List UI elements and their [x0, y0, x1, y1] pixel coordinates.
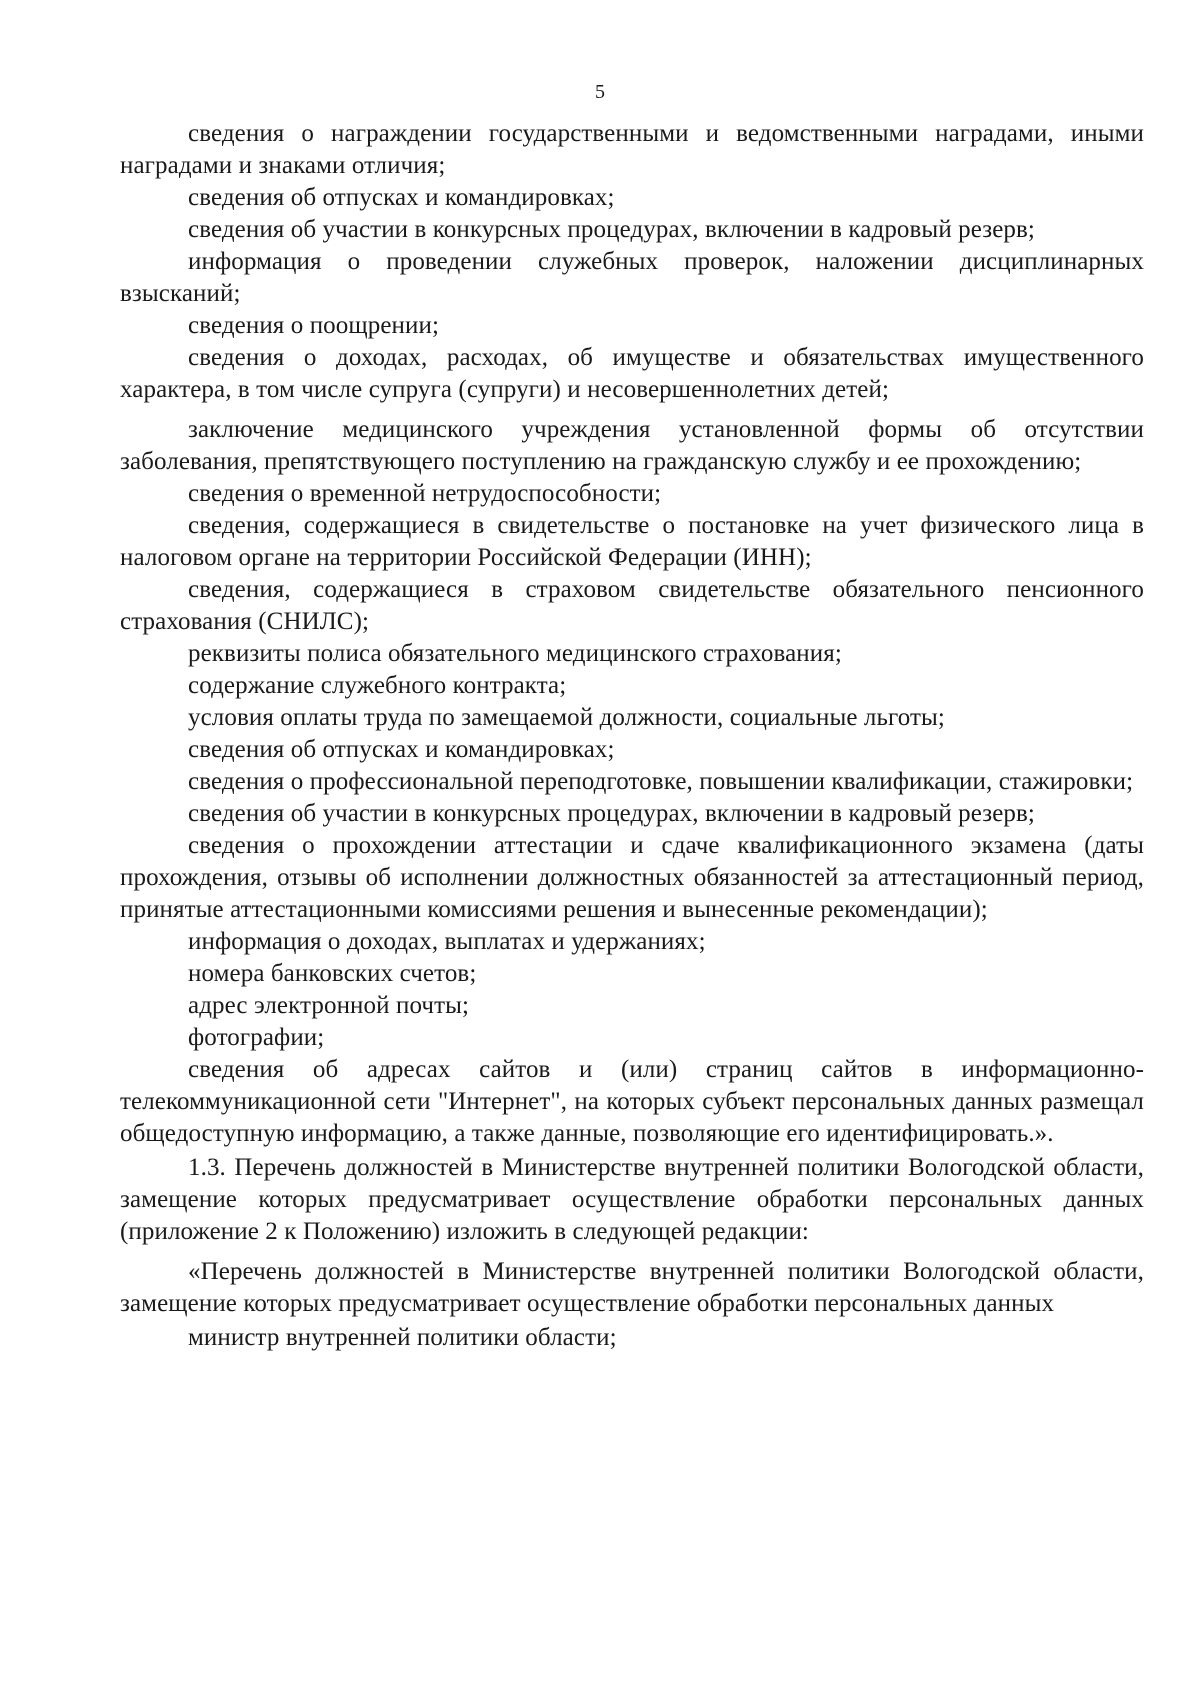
- page-number: 5: [595, 81, 605, 103]
- paragraph-list-heading: «Перечень должностей в Министерстве внутренней политики Вологодской области, замещение которых предусматривает осуществление обработки персональных данных: [120, 1258, 1144, 1317]
- paragraph-contract: содержание служебного контракта;: [188, 672, 567, 699]
- paragraph-awards: сведения о награждении государственными и ведомственными наградами, иными наградами и знаками отличия;: [120, 120, 1144, 179]
- paragraph-email: адрес электронной почты;: [188, 992, 470, 1019]
- paragraph-websites: сведения об адресах сайтов и (или) страниц сайтов в информационно-телекоммуникационной сети "Интернет", на которых субъект персональных данных размещал общедоступную информацию, а также данные, позволяющие его идентифицировать.».: [120, 1056, 1144, 1147]
- paragraph-income-payments: информация о доходах, выплатах и удержаниях;: [188, 928, 706, 955]
- paragraph-vacations-2: сведения об отпусках и командировках;: [188, 736, 615, 763]
- paragraph-photos: фотографии;: [188, 1024, 325, 1051]
- paragraph-minister: министр внутренней политики области;: [188, 1324, 617, 1351]
- paragraph-bank-accounts: номера банковских счетов;: [188, 960, 477, 987]
- paragraph-inspections: информация о проведении служебных проверок, наложении дисциплинарных взысканий;: [120, 248, 1144, 307]
- paragraph-vacations: сведения об отпусках и командировках;: [188, 184, 615, 211]
- paragraph-retraining: сведения о профессиональной переподготовке, повышении квалификации, стажировки;: [188, 768, 1134, 795]
- paragraph-section-1-3: 1.3. Перечень должностей в Министерстве внутренней политики Вологодской области, замещение которых предусматривает осуществление обработки персональных данных (приложение 2 к Положению) изложить в следующей редакции:: [120, 1154, 1144, 1245]
- paragraph-snils: сведения, содержащиеся в страховом свидетельстве обязательного пенсионного страхования (СНИЛС);: [120, 576, 1144, 635]
- paragraph-medical-conclusion: заключение медицинского учреждения установленной формы об отсутствии заболевания, препятствующего поступлению на гражданскую службу и ее прохождению;: [120, 416, 1144, 475]
- paragraph-income-property: сведения о доходах, расходах, об имуществе и обязательствах имущественного характера, в том числе супруга (супруги) и несовершеннолетних детей;: [120, 344, 1144, 403]
- paragraph-inn: сведения, содержащиеся в свидетельстве о постановке на учет физического лица в налоговом органе на территории Российской Федерации (ИНН);: [120, 512, 1144, 571]
- paragraph-encouragement: сведения о поощрении;: [188, 312, 440, 339]
- paragraph-disability: сведения о временной нетрудоспособности;: [188, 480, 662, 507]
- paragraph-payment-conditions: условия оплаты труда по замещаемой должности, социальные льготы;: [188, 704, 945, 731]
- document-body: [120, 118, 1144, 1354]
- paragraph-attestation: сведения о прохождении аттестации и сдаче квалификационного экзамена (даты прохождения, отзывы об исполнении должностных обязанностей за аттестационный период, принятые аттестационными комиссиями решения и вынесенные рекомендации);: [120, 832, 1144, 923]
- paragraph-medical-policy: реквизиты полиса обязательного медицинского страхования;: [188, 640, 842, 667]
- paragraph-competitions: сведения об участии в конкурсных процедурах, включении в кадровый резерв;: [188, 216, 1035, 243]
- paragraph-competitions-2: сведения об участии в конкурсных процедурах, включении в кадровый резерв;: [188, 800, 1035, 827]
